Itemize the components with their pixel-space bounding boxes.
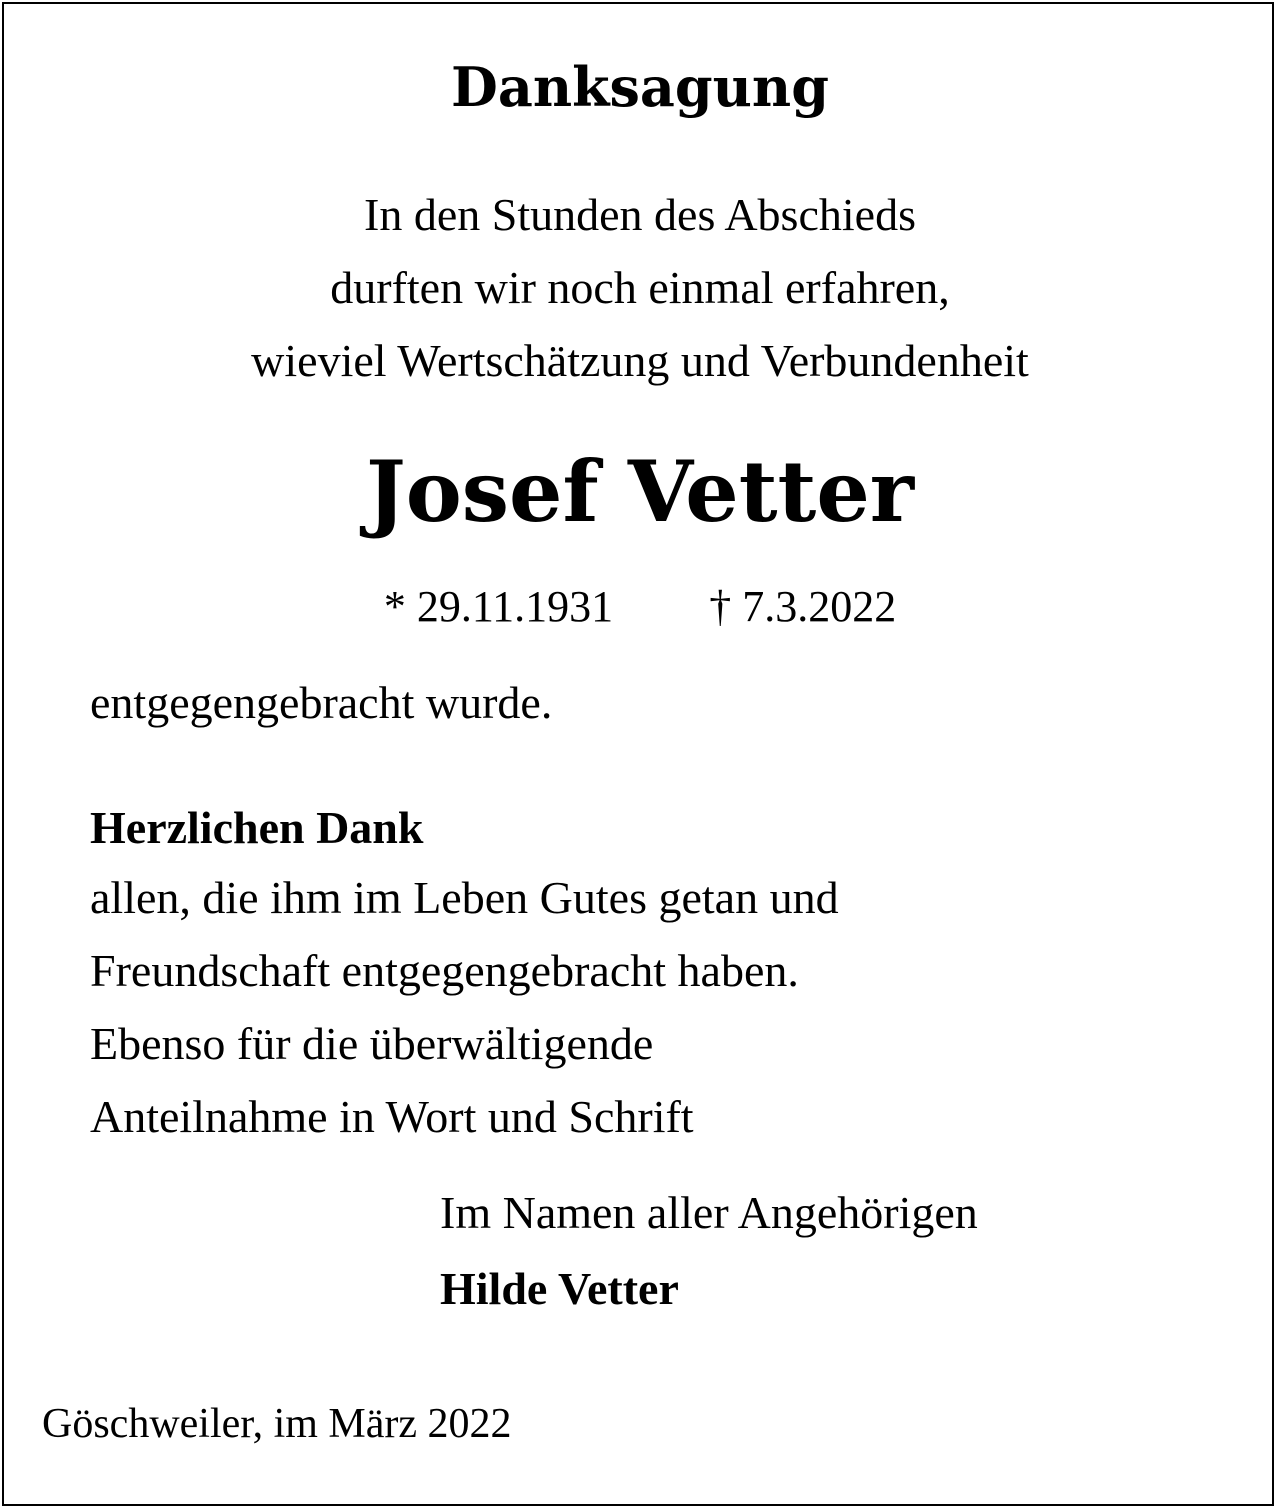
birth-date: * 29.11.1931 [383,582,614,631]
thanks-line: Ebenso für die überwältigende [90,1018,654,1069]
place-and-date: Göschweiler, im März 2022 [42,1401,512,1447]
thanks-line: Anteilnahme in Wort und Schrift [90,1091,694,1142]
intro-line: durften wir noch einmal erfahren, [330,262,950,313]
thanks-line: Freundschaft entgegengebracht haben. [90,945,799,996]
intro-line: In den Stunden des Abschieds [364,189,916,240]
continuation-line: entgegengebracht wurde. [90,677,553,728]
thanks-heading: Herzlichen Dank [90,802,424,853]
life-dates [0,582,1280,631]
intro-line: wieviel Wertschätzung und Verbundenheit [251,335,1029,386]
deceased-name: Josef Vetter [365,442,915,541]
signature-name: Hilde Vetter [440,1263,679,1314]
thanks-line: allen, die ihm im Leben Gutes getan und [90,872,839,923]
notice-heading: Danksagung [451,55,829,119]
death-date: † 7.3.2022 [709,582,897,631]
signature-intro: Im Namen aller Angehörigen [440,1187,978,1238]
